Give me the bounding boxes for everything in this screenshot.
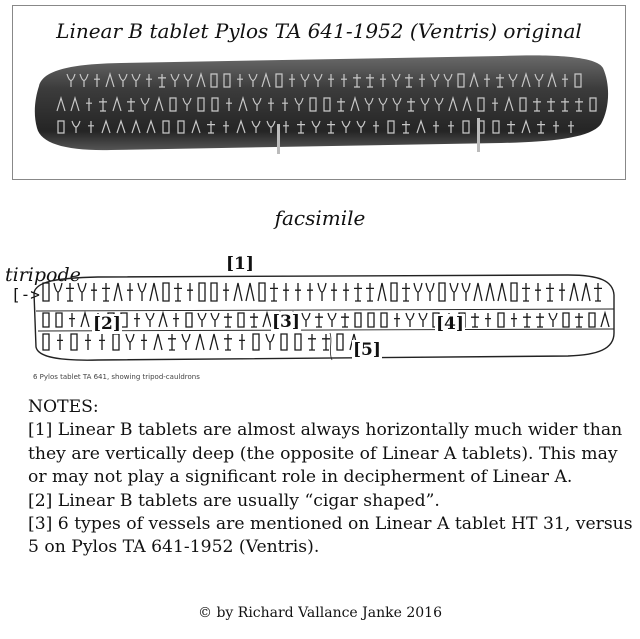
marker-5: [5] [353, 340, 381, 360]
copyright-notice: © by Richard Vallance Janke 2016 [198, 605, 442, 621]
note-2: [2] Linear B tablets are usually “cigar shaped”. [28, 490, 440, 511]
marker-1: [1] [226, 254, 254, 274]
marker-4: [4] [436, 314, 464, 334]
notes-heading: NOTES: [28, 397, 99, 417]
marker-2: [2] [93, 314, 121, 334]
tiripode-arrow: [-> [11, 285, 40, 304]
facsimile-title: facsimile [274, 206, 366, 230]
notes-section [28, 396, 633, 560]
tiripode-label: tiripode [5, 264, 81, 286]
figure-caption: 6 Pylos tablet TA 641, showing tripod-cauldrons [33, 373, 200, 381]
photo-caption: Linear B tablet Pylos TA 641-1952 (Ventris) original [56, 19, 582, 43]
tablet-photograph [31, 46, 611, 161]
note-1: [1] Linear B tablets are almost always horizontally much wider than they are vertically deep (the opposite of Linear A tablets). This may or may not play a significant role in decipherment of Linear A. [28, 420, 623, 488]
marker-3: [3] [272, 312, 300, 332]
note-3: [3] 6 types of vessels are mentioned on Linear A tablet HT 31, versus 5 on Pylos TA 641-1952 (Ventris). [28, 514, 633, 558]
tablet-photo-frame [12, 5, 626, 180]
